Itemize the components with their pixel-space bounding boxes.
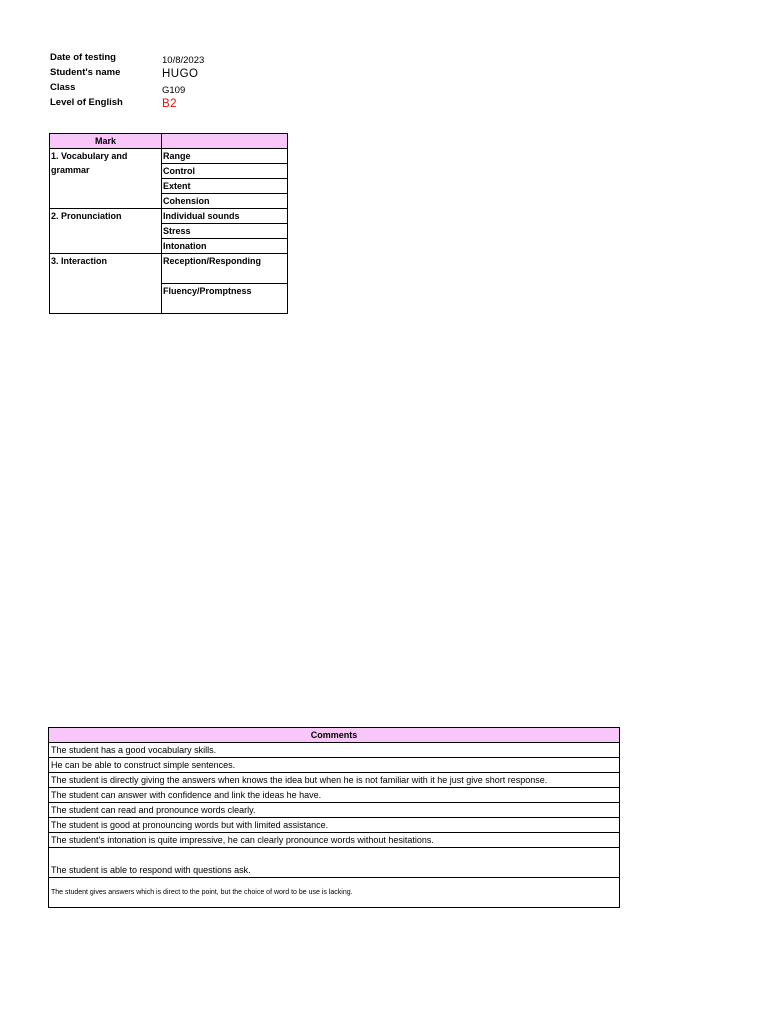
comment-row [49, 833, 620, 848]
date-value: 10/8/2023 [162, 55, 205, 66]
comment-text: The student is directly giving the answers when knows the idea but when he is not familiar with it he just give short response. [49, 773, 620, 788]
class-value: G109 [162, 85, 186, 96]
date-label: Date of testing [50, 52, 116, 63]
comment-row [49, 848, 620, 878]
criteria-row [50, 209, 288, 224]
section-name: 3. Interaction [50, 254, 162, 314]
comment-text: The student gives answers which is direct to the point, but the choice of word to be use is lacking. [49, 878, 620, 908]
criterion: Fluency/Promptness [162, 284, 288, 314]
criterion: Intonation [162, 239, 288, 254]
comment-text: The student is good at pronouncing words but with limited assistance. [49, 818, 620, 833]
mark-header: Mark [50, 134, 162, 149]
criterion: Stress [162, 224, 288, 239]
comment-text: The student's intonation is quite impressive, he can clearly pronounce words without hesitations. [49, 833, 620, 848]
name-label: Student's name [50, 67, 121, 78]
level-label: Level of English [50, 97, 123, 108]
criterion: Reception/Responding [162, 254, 288, 284]
comment-row [49, 758, 620, 773]
mark-header-row [50, 134, 288, 149]
comment-text: The student has a good vocabulary skills. [49, 743, 620, 758]
criterion: Control [162, 164, 288, 179]
comment-text: The student can answer with confidence and link the ideas he have. [49, 788, 620, 803]
name-value: HUGO [162, 68, 199, 80]
mark-table [49, 133, 288, 314]
comment-row [49, 803, 620, 818]
section-name: 2. Pronunciation [50, 209, 162, 254]
criterion: Range [162, 149, 288, 164]
section-name: 1. Vocabulary and grammar [50, 149, 162, 209]
comment-row [49, 818, 620, 833]
comment-row [49, 773, 620, 788]
comments-table [48, 727, 620, 908]
comment-text: The student is able to respond with questions ask. [49, 848, 620, 878]
criteria-row [50, 149, 288, 164]
comment-text: He can be able to construct simple sentences. [49, 758, 620, 773]
mark-header-blank [162, 134, 288, 149]
class-label: Class [50, 82, 76, 93]
comment-row [49, 788, 620, 803]
criteria-row [50, 254, 288, 284]
criterion: Individual sounds [162, 209, 288, 224]
comment-row [49, 743, 620, 758]
comment-row [49, 878, 620, 908]
criterion: Extent [162, 179, 288, 194]
comments-header-row [49, 728, 620, 743]
comment-text: The student can read and pronounce words clearly. [49, 803, 620, 818]
level-value: B2 [162, 98, 178, 110]
comments-header: Comments [49, 728, 620, 743]
criterion: Cohension [162, 194, 288, 209]
